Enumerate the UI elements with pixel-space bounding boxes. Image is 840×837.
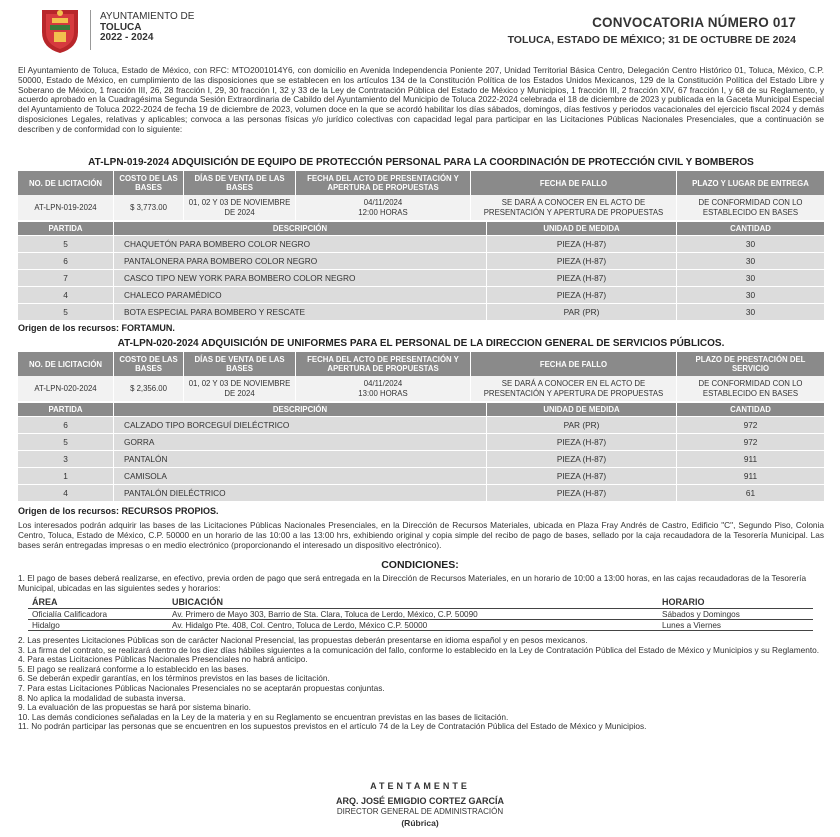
partida-cell: 4 [18, 485, 114, 501]
convocatoria-title: CONVOCATORIA NÚMERO 017 [592, 15, 796, 30]
th-days: DÍAS DE VENTA DE LAS BASES [184, 171, 296, 195]
condition-9: 9. La evaluación de las propuestas se hará por sistema binario. [18, 702, 251, 713]
table-row [28, 609, 813, 620]
partida-cell: 4 [18, 287, 114, 303]
quantity-cell: 972 [743, 437, 758, 447]
th-plazo: PLAZO Y LUGAR DE ENTREGA [692, 178, 809, 188]
condition-7: 7. Para estas Licitaciones Públicas Nacionales Presenciales no se aceptarán propuestas conjuntas. [18, 682, 385, 693]
th-num: NO. DE LICITACIÓN [18, 171, 114, 195]
act-date: 04/11/2024 [363, 198, 403, 207]
partida-cell: 5 [18, 236, 114, 252]
quantity-cell: 30 [745, 290, 756, 300]
th-plazo: PLAZO DE PRESTACIÓN DEL SERVICIO [695, 355, 806, 373]
td-days: 01, 02 Y 03 DE NOVIEMBRE DE 2024 [184, 195, 296, 220]
table-row [18, 303, 824, 320]
td-days: 01, 02 Y 03 DE NOVIEMBRE DE 2024 [184, 376, 296, 401]
th-act: FECHA DEL ACTO DE PRESENTACIÓN Y APERTURA DE PROPUESTAS [296, 352, 471, 376]
quantity-cell: 911 [743, 454, 758, 464]
sched-ubic: Av. Primero de Mayo 303, Barrio de Sta. Clara, Toluca de Lerdo, México, C.P. 50090 [168, 609, 658, 620]
th-num: NO. DE LICITACIÓN [18, 352, 114, 376]
th-cant: CANTIDAD [730, 405, 771, 414]
logo-line2: TOLUCA [100, 21, 142, 33]
logo-line1: AYUNTAMIENTO DE [100, 11, 195, 22]
tender2-origin: Origen de los recursos: RECURSOS PROPIOS. [18, 506, 219, 516]
th-days: DÍAS DE VENTA DE LAS BASES [184, 352, 296, 376]
tender1-origin: Origen de los recursos: FORTAMUN. [18, 323, 175, 333]
table-row [18, 269, 824, 286]
municipality-label [100, 12, 194, 44]
closing-atentamente: ATENTAMENTE [370, 781, 470, 791]
th-horario: HORARIO [658, 597, 813, 609]
th-desc: DESCRIPCIÓN [114, 403, 487, 416]
quantity-cell: 30 [745, 256, 756, 266]
logo-line3: 2022 - 2024 [100, 32, 154, 43]
td-plazo: DE CONFORMIDAD CON LO ESTABLECIDO EN BASES [698, 198, 803, 217]
td-fallo: SE DARÁ A CONOCER EN EL ACTO DE PRESENTACIÓN Y APERTURA DE PROPUESTAS [471, 195, 677, 220]
condition-1: 1. El pago de bases deberá realizarse, en efectivo, previa orden de pago que será entregada en la Dirección de Recursos Materiales, en un horario de 10:00 a 13:00 horas, en las cajas recaudadoras de la Tesorería Municipal, ubicadas en las siguientes sedes y horarios: [18, 573, 807, 593]
table-row [18, 252, 824, 269]
convocatoria-date: TOLUCA, ESTADO DE MÉXICO; 31 DE OCTUBRE DE 2024 [507, 34, 796, 46]
table-row [18, 450, 824, 467]
tender2-table [18, 352, 824, 501]
unit-cell: PIEZA (H-87) [487, 270, 677, 286]
sched-hor: Sábados y Domingos [658, 609, 813, 620]
condition-6: 6. Se deberán expedir garantías, en los términos previstos en las bases de licitación. [18, 673, 330, 684]
td-cost: $ 2,356.00 [114, 376, 184, 401]
unit-cell: PIEZA (H-87) [487, 253, 677, 269]
table-row [18, 416, 824, 433]
tender1-title: AT-LPN-019-2024 ADQUISICIÓN DE EQUIPO DE PROTECCIÓN PERSONAL PARA LA COORDINACIÓN DE PROTECCIÓN CIVIL Y BOMBEROS [88, 157, 754, 168]
th-fallo: FECHA DE FALLO [471, 171, 677, 195]
unit-cell: PIEZA (H-87) [487, 434, 677, 450]
sched-ubic: Av. Hidalgo Pte. 408, Col. Centro, Toluca de Lerdo, México C.P. 50000 [168, 620, 658, 631]
condition-8: 8. No aplica la modalidad de subasta inversa. [18, 692, 186, 703]
act-date: 04/11/2024 [363, 379, 403, 388]
condition-3: 3. La firma del contrato, se realizará dentro de los diez días hábiles siguientes a la comunicación del fallo, conforme lo establecido en la Ley de Contratación Pública del Estado de México y Municipios y su Reglamento. [18, 644, 820, 655]
condition-5: 5. El pago se realizará conforme a lo establecido en las bases. [18, 663, 249, 674]
th-partida: PARTIDA [18, 403, 114, 416]
toluca-coat-of-arms-icon [38, 6, 82, 54]
td-num: AT-LPN-020-2024 [18, 376, 114, 401]
sched-area: Hidalgo [28, 620, 168, 631]
unit-cell: PIEZA (H-87) [487, 236, 677, 252]
description-cell: CASCO TIPO NEW YORK PARA BOMBERO COLOR NEGRO [114, 270, 487, 286]
td-plazo: DE CONFORMIDAD CON LO ESTABLECIDO EN BASES [698, 379, 803, 398]
sched-hor: Lunes a Viernes [658, 620, 813, 631]
description-cell: PANTALÓN [114, 451, 487, 467]
th-fallo: FECHA DE FALLO [471, 352, 677, 376]
th-um: UNIDAD DE MEDIDA [487, 403, 677, 416]
quantity-cell: 30 [745, 273, 756, 283]
tender2-title: AT-LPN-020-2024 ADQUISICIÓN DE UNIFORMES PARA EL PERSONAL DE LA DIRECCION GENERAL DE SERVICIOS PÚBLICOS. [117, 338, 725, 349]
signer-role: DIRECTOR GENERAL DE ADMINISTRACIÓN [336, 807, 504, 816]
partida-cell: 3 [18, 451, 114, 467]
table-row [28, 620, 813, 631]
partida-cell: 7 [18, 270, 114, 286]
description-cell: CALZADO TIPO BORCEGUÍ DIELÉCTRICO [114, 417, 487, 433]
unit-cell: PAR (PR) [487, 417, 677, 433]
th-cost: COSTO DE LAS BASES [114, 352, 184, 376]
description-cell: PANTALÓN DIELÉCTRICO [114, 485, 487, 501]
td-act [296, 376, 471, 401]
tender1-table [18, 171, 824, 320]
description-cell: CAMISOLA [114, 468, 487, 484]
td-fallo: SE DARÁ A CONOCER EN EL ACTO DE PRESENTACIÓN Y APERTURA DE PROPUESTAS [471, 376, 677, 401]
condition-2: 2. Las presentes Licitaciones Públicas son de carácter Nacional Presencial, las propuestas deberán presentarse en idioma español y en pesos mexicanos. [18, 635, 588, 645]
description-cell: PANTALONERA PARA BOMBERO COLOR NEGRO [114, 253, 487, 269]
intro-paragraph: El Ayuntamiento de Toluca, Estado de México, con RFC: MTO2001014Y6, con domicilio en Avenida Independencia Poniente 207, Unidad Territorial Básica Centro, Delegación Centro Histórico 01, Toluca, México, C.P. 50000, Estado de México, en cumplimiento de las disposiciones que se establecen en los artículos 134 de la Constitución Política de los Estados Unidos Mexicanos, 129 de la Constitución Política del Estado Libre y Soberano de México, 1 fracción III, 26, 28 fracción I, 29, 30 fracción I, 32 y 33 de la Ley de Contratación Pública del Estado de México y Municipios, 1 fracción III, 2 fracción XIV, 67 fracción I, y 68 de su Reglamento, y acuerdo aprobado en la Cuadragésima Segunda Sesión Extraordinaria de Cabildo del Ayuntamiento del Municipio de Toluca 2022-2024 celebrada el 18 de diciembre de 2023 y publicada en la Gaceta Municipal Especial del Ayuntamiento de Toluca 2022-2024 de fecha 19 de diciembre de 2023, volumen doce en la que se acordó habilitar los días sábados, domingos, días festivos y periodos vacacionales del ejercicio fiscal 2024 y demás disposiciones Legales, relativas y aplicables; convoca a las personas físicas y/o jurídico colectivas con capacidad legal para participar en las Licitaciones Públicas Nacionales Presenciales, que a continuación se describen y de conformidad con lo siguiente: [18, 65, 824, 134]
description-cell: CHAQUETÓN PARA BOMBERO COLOR NEGRO [114, 236, 487, 252]
unit-cell: PIEZA (H-87) [487, 287, 677, 303]
td-num: AT-LPN-019-2024 [18, 195, 114, 220]
logo-divider [90, 10, 91, 50]
quantity-cell: 30 [745, 307, 756, 317]
th-act: FECHA DEL ACTO DE PRESENTACIÓN Y APERTURA DE PROPUESTAS [296, 171, 471, 195]
table-row [18, 433, 824, 450]
quantity-cell: 30 [745, 239, 756, 249]
quantity-cell: 61 [745, 488, 756, 498]
table-row [18, 467, 824, 484]
unit-cell: PIEZA (H-87) [487, 451, 677, 467]
quantity-cell: 972 [743, 420, 758, 430]
table-row [18, 235, 824, 252]
unit-cell: PAR (PR) [487, 304, 677, 320]
th-area: ÁREA [28, 597, 168, 609]
tender2-items [18, 416, 824, 501]
th-cant: CANTIDAD [730, 224, 771, 233]
th-partida: PARTIDA [18, 222, 114, 235]
table-row [18, 286, 824, 303]
th-um: UNIDAD DE MEDIDA [487, 222, 677, 235]
condition-4: 4. Para estas Licitaciones Públicas Nacionales Presenciales no habrá anticipo. [18, 654, 308, 665]
th-desc: DESCRIPCIÓN [114, 222, 487, 235]
tender1-items [18, 235, 824, 320]
conditions-title: CONDICIONES: [381, 559, 459, 571]
payment-schedule-table [28, 597, 813, 631]
partida-cell: 6 [18, 417, 114, 433]
act-time: 12:00 HORAS [358, 207, 408, 217]
partida-cell: 6 [18, 253, 114, 269]
unit-cell: PIEZA (H-87) [487, 468, 677, 484]
description-cell: CHALECO PARAMÉDICO [114, 287, 487, 303]
signer-rubrica: (Rúbrica) [401, 818, 439, 828]
partida-cell: 5 [18, 434, 114, 450]
condition-10: 10. Las demás condiciones señaladas en la Ley de la materia y en su Reglamento se encuentran previstas en las bases de licitación. [18, 711, 509, 722]
sched-area: Oficialía Calificadora [28, 609, 168, 620]
table-row [18, 484, 824, 501]
td-cost: $ 3,773.00 [114, 195, 184, 220]
partida-cell: 5 [18, 304, 114, 320]
td-act [296, 195, 471, 220]
description-cell: BOTA ESPECIAL PARA BOMBERO Y RESCATE [114, 304, 487, 320]
th-ubicacion: UBICACIÓN [168, 597, 658, 609]
condition-11: 11. No podrán participar las personas que se encuentren en los supuestos previstos en el artículo 74 de la Ley de Contratación Pública del Estado de México y Municipios. [18, 721, 647, 732]
bases-paragraph: Los interesados podrán adquirir las bases de las Licitaciones Públicas Nacionales Presenciales, en la Dirección de Recursos Materiales, ubicada en Plaza Fray Andrés de Castro, Edificio "C", Segundo Piso, Colonia Centro, Toluca, Estado de México, C.P. 50000 en un horario de las 10:00 a las 13:00 hrs, exhibiendo original y copia simple del recibo de pago de bases, sellado por la caja recaudadora de la Tesorería Municipal. Las bases serán entregadas impresas o en medio electrónico (proporcionando el interesado un dispositivo electrónico). [18, 520, 824, 550]
th-cost: COSTO DE LAS BASES [114, 171, 184, 195]
conditions-list [18, 636, 824, 732]
unit-cell: PIEZA (H-87) [487, 485, 677, 501]
partida-cell: 1 [18, 468, 114, 484]
act-time: 13:00 HORAS [358, 388, 408, 398]
quantity-cell: 911 [743, 471, 758, 481]
description-cell: GORRA [114, 434, 487, 450]
signer-name: ARQ. JOSÉ EMIGDIO CORTEZ GARCÍA [335, 796, 504, 806]
